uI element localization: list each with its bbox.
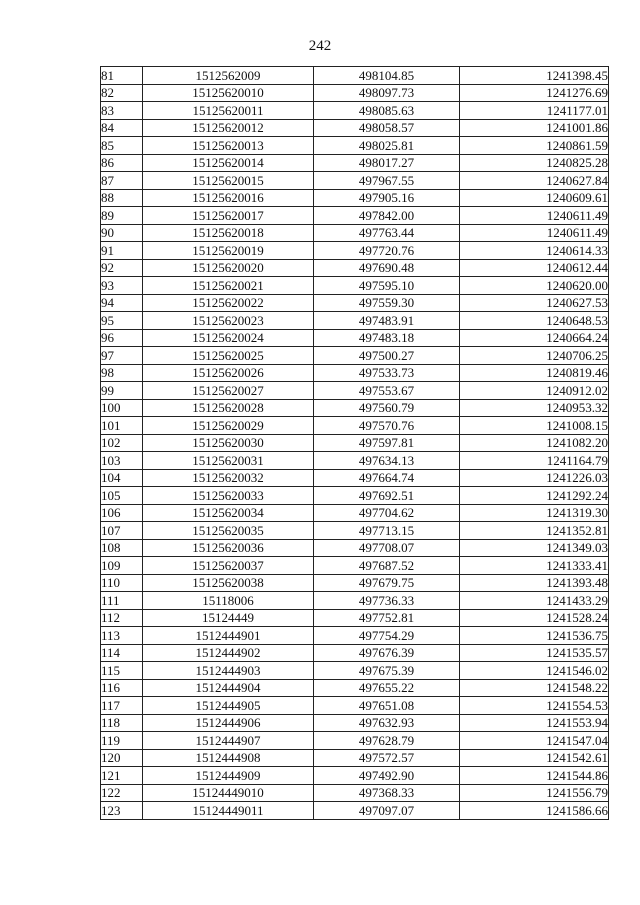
table-row: [101, 732, 609, 750]
row-number-cell: 111: [101, 592, 143, 610]
y-coordinate-cell: 1240627.53: [460, 294, 609, 312]
row-number-cell: 96: [101, 329, 143, 347]
row-number-cell: 89: [101, 207, 143, 225]
y-coordinate-cell: 1241352.81: [460, 522, 609, 540]
y-coordinate-cell: 1241276.69: [460, 84, 609, 102]
table-row: [101, 767, 609, 785]
row-number-cell: 105: [101, 487, 143, 505]
y-coordinate-cell: 1240912.02: [460, 382, 609, 400]
table-row: [101, 784, 609, 802]
y-coordinate-cell: 1241547.04: [460, 732, 609, 750]
point-id-cell: 15125620012: [143, 119, 314, 137]
x-coordinate-cell: 497368.33: [314, 784, 460, 802]
row-number-cell: 115: [101, 662, 143, 680]
row-number-cell: 108: [101, 539, 143, 557]
table-row: [101, 207, 609, 225]
y-coordinate-cell: 1241548.22: [460, 679, 609, 697]
point-id-cell: 15125620037: [143, 557, 314, 575]
point-id-cell: 1512444902: [143, 644, 314, 662]
point-id-cell: 15125620038: [143, 574, 314, 592]
x-coordinate-cell: 497559.30: [314, 294, 460, 312]
y-coordinate-cell: 1241164.79: [460, 452, 609, 470]
x-coordinate-cell: 497754.29: [314, 627, 460, 645]
point-id-cell: 15118006: [143, 592, 314, 610]
y-coordinate-cell: 1241292.24: [460, 487, 609, 505]
row-number-cell: 87: [101, 172, 143, 190]
row-number-cell: 86: [101, 154, 143, 172]
table-row: [101, 469, 609, 487]
row-number-cell: 119: [101, 732, 143, 750]
y-coordinate-cell: 1241349.03: [460, 539, 609, 557]
x-coordinate-cell: 497651.08: [314, 697, 460, 715]
y-coordinate-cell: 1240953.32: [460, 399, 609, 417]
row-number-cell: 97: [101, 347, 143, 365]
y-coordinate-cell: 1241544.86: [460, 767, 609, 785]
x-coordinate-cell: 497664.74: [314, 469, 460, 487]
table-row: [101, 609, 609, 627]
y-coordinate-cell: 1241433.29: [460, 592, 609, 610]
row-number-cell: 98: [101, 364, 143, 382]
y-coordinate-cell: 1241333.41: [460, 557, 609, 575]
table-row: [101, 574, 609, 592]
row-number-cell: 81: [101, 67, 143, 85]
table-row: [101, 84, 609, 102]
x-coordinate-cell: 497905.16: [314, 189, 460, 207]
row-number-cell: 91: [101, 242, 143, 260]
y-coordinate-cell: 1240819.46: [460, 364, 609, 382]
point-id-cell: 1512444903: [143, 662, 314, 680]
point-id-cell: 15125620029: [143, 417, 314, 435]
row-number-cell: 90: [101, 224, 143, 242]
table-row: [101, 119, 609, 137]
y-coordinate-cell: 1241554.53: [460, 697, 609, 715]
y-coordinate-cell: 1241398.45: [460, 67, 609, 85]
x-coordinate-cell: 497692.51: [314, 487, 460, 505]
point-id-cell: 15125620034: [143, 504, 314, 522]
x-coordinate-cell: 498085.63: [314, 102, 460, 120]
row-number-cell: 107: [101, 522, 143, 540]
table-row: [101, 277, 609, 295]
row-number-cell: 95: [101, 312, 143, 330]
row-number-cell: 114: [101, 644, 143, 662]
x-coordinate-cell: 497675.39: [314, 662, 460, 680]
table-row: [101, 504, 609, 522]
y-coordinate-cell: 1241535.57: [460, 644, 609, 662]
y-coordinate-cell: 1241542.61: [460, 749, 609, 767]
point-id-cell: 15125620017: [143, 207, 314, 225]
y-coordinate-cell: 1241556.79: [460, 784, 609, 802]
x-coordinate-cell: 497634.13: [314, 452, 460, 470]
point-id-cell: 15125620031: [143, 452, 314, 470]
row-number-cell: 83: [101, 102, 143, 120]
y-coordinate-cell: 1241553.94: [460, 714, 609, 732]
row-number-cell: 100: [101, 399, 143, 417]
y-coordinate-cell: 1240627.84: [460, 172, 609, 190]
table-row: [101, 417, 609, 435]
table-row: [101, 312, 609, 330]
table-row: [101, 224, 609, 242]
x-coordinate-cell: 497632.93: [314, 714, 460, 732]
point-id-cell: 15125620014: [143, 154, 314, 172]
row-number-cell: 84: [101, 119, 143, 137]
y-coordinate-cell: 1240612.44: [460, 259, 609, 277]
point-id-cell: 15125620011: [143, 102, 314, 120]
x-coordinate-cell: 498104.85: [314, 67, 460, 85]
point-id-cell: 15125620021: [143, 277, 314, 295]
y-coordinate-cell: 1241177.01: [460, 102, 609, 120]
table-row: [101, 399, 609, 417]
y-coordinate-cell: 1241393.48: [460, 574, 609, 592]
x-coordinate-cell: 497597.81: [314, 434, 460, 452]
x-coordinate-cell: 497763.44: [314, 224, 460, 242]
table-row: [101, 347, 609, 365]
x-coordinate-cell: 497708.07: [314, 539, 460, 557]
x-coordinate-cell: 498097.73: [314, 84, 460, 102]
x-coordinate-cell: 497628.79: [314, 732, 460, 750]
point-id-cell: 15125620030: [143, 434, 314, 452]
row-number-cell: 103: [101, 452, 143, 470]
y-coordinate-cell: 1241586.66: [460, 802, 609, 820]
row-number-cell: 104: [101, 469, 143, 487]
y-coordinate-cell: 1240706.25: [460, 347, 609, 365]
point-id-cell: 15125620032: [143, 469, 314, 487]
y-coordinate-cell: 1241536.75: [460, 627, 609, 645]
x-coordinate-cell: 497097.07: [314, 802, 460, 820]
point-id-cell: 15125620013: [143, 137, 314, 155]
point-id-cell: 15125620025: [143, 347, 314, 365]
x-coordinate-cell: 497679.75: [314, 574, 460, 592]
table-row: [101, 452, 609, 470]
y-coordinate-cell: 1240620.00: [460, 277, 609, 295]
page-number: 242: [308, 38, 332, 54]
table-row: [101, 487, 609, 505]
row-number-cell: 121: [101, 767, 143, 785]
row-number-cell: 109: [101, 557, 143, 575]
point-id-cell: 15125620015: [143, 172, 314, 190]
y-coordinate-cell: 1240611.49: [460, 207, 609, 225]
x-coordinate-cell: 498017.27: [314, 154, 460, 172]
table-row: [101, 259, 609, 277]
table-row: [101, 382, 609, 400]
x-coordinate-cell: 497655.22: [314, 679, 460, 697]
y-coordinate-cell: 1241226.03: [460, 469, 609, 487]
point-id-cell: 15125620020: [143, 259, 314, 277]
row-number-cell: 101: [101, 417, 143, 435]
row-number-cell: 82: [101, 84, 143, 102]
table-row: [101, 329, 609, 347]
x-coordinate-cell: 497570.76: [314, 417, 460, 435]
table-row: [101, 714, 609, 732]
x-coordinate-cell: 497752.81: [314, 609, 460, 627]
table-row: [101, 802, 609, 820]
table-row: [101, 242, 609, 260]
table-row: [101, 434, 609, 452]
row-number-cell: 123: [101, 802, 143, 820]
y-coordinate-cell: 1241528.24: [460, 609, 609, 627]
point-id-cell: 15125620035: [143, 522, 314, 540]
y-coordinate-cell: 1240664.24: [460, 329, 609, 347]
x-coordinate-cell: 497690.48: [314, 259, 460, 277]
row-number-cell: 85: [101, 137, 143, 155]
table-row: [101, 644, 609, 662]
row-number-cell: 122: [101, 784, 143, 802]
row-number-cell: 112: [101, 609, 143, 627]
row-number-cell: 88: [101, 189, 143, 207]
x-coordinate-cell: 497533.73: [314, 364, 460, 382]
y-coordinate-cell: 1240825.28: [460, 154, 609, 172]
point-id-cell: 15125620023: [143, 312, 314, 330]
y-coordinate-cell: 1241546.02: [460, 662, 609, 680]
point-id-cell: 15125620019: [143, 242, 314, 260]
point-id-cell: 1512444905: [143, 697, 314, 715]
point-id-cell: 15125620024: [143, 329, 314, 347]
x-coordinate-cell: 497967.55: [314, 172, 460, 190]
point-id-cell: 1512444901: [143, 627, 314, 645]
row-number-cell: 92: [101, 259, 143, 277]
row-number-cell: 117: [101, 697, 143, 715]
table-row: [101, 749, 609, 767]
y-coordinate-cell: 1241319.30: [460, 504, 609, 522]
x-coordinate-cell: 497500.27: [314, 347, 460, 365]
table-row: [101, 522, 609, 540]
point-id-cell: 1512444909: [143, 767, 314, 785]
x-coordinate-cell: 497553.67: [314, 382, 460, 400]
y-coordinate-cell: 1240648.53: [460, 312, 609, 330]
point-id-cell: 15125620026: [143, 364, 314, 382]
point-id-cell: 15124449010: [143, 784, 314, 802]
point-id-cell: 1512444904: [143, 679, 314, 697]
table-row: [101, 137, 609, 155]
x-coordinate-cell: 497572.57: [314, 749, 460, 767]
point-id-cell: 15125620010: [143, 84, 314, 102]
row-number-cell: 116: [101, 679, 143, 697]
y-coordinate-cell: 1241008.15: [460, 417, 609, 435]
x-coordinate-cell: 497704.62: [314, 504, 460, 522]
x-coordinate-cell: 497676.39: [314, 644, 460, 662]
point-id-cell: 15125620018: [143, 224, 314, 242]
x-coordinate-cell: 497736.33: [314, 592, 460, 610]
y-coordinate-cell: 1241001.86: [460, 119, 609, 137]
table-row: [101, 557, 609, 575]
point-id-cell: 15125620028: [143, 399, 314, 417]
y-coordinate-cell: 1241082.20: [460, 434, 609, 452]
x-coordinate-cell: 497713.15: [314, 522, 460, 540]
point-id-cell: 1512444906: [143, 714, 314, 732]
table-row: [101, 539, 609, 557]
x-coordinate-cell: 497483.18: [314, 329, 460, 347]
row-number-cell: 99: [101, 382, 143, 400]
row-number-cell: 102: [101, 434, 143, 452]
point-id-cell: 15125620033: [143, 487, 314, 505]
table-row: [101, 67, 609, 85]
x-coordinate-cell: 497842.00: [314, 207, 460, 225]
x-coordinate-cell: 498058.57: [314, 119, 460, 137]
row-number-cell: 118: [101, 714, 143, 732]
row-number-cell: 106: [101, 504, 143, 522]
x-coordinate-cell: 498025.81: [314, 137, 460, 155]
table-row: [101, 662, 609, 680]
x-coordinate-cell: 497483.91: [314, 312, 460, 330]
table-row: [101, 364, 609, 382]
x-coordinate-cell: 497595.10: [314, 277, 460, 295]
table-row: [101, 592, 609, 610]
table-row: [101, 697, 609, 715]
table-row: [101, 189, 609, 207]
table-row: [101, 102, 609, 120]
row-number-cell: 113: [101, 627, 143, 645]
x-coordinate-cell: 497492.90: [314, 767, 460, 785]
y-coordinate-cell: 1240614.33: [460, 242, 609, 260]
table-row: [101, 154, 609, 172]
point-id-cell: 15125620027: [143, 382, 314, 400]
x-coordinate-cell: 497560.79: [314, 399, 460, 417]
y-coordinate-cell: 1240609.61: [460, 189, 609, 207]
point-id-cell: 1512444907: [143, 732, 314, 750]
table-row: [101, 294, 609, 312]
y-coordinate-cell: 1240611.49: [460, 224, 609, 242]
point-id-cell: 15125620016: [143, 189, 314, 207]
coordinates-table-body: [101, 67, 609, 820]
point-id-cell: 15125620022: [143, 294, 314, 312]
row-number-cell: 120: [101, 749, 143, 767]
table-row: [101, 679, 609, 697]
point-id-cell: 1512562009: [143, 67, 314, 85]
coordinates-table: [100, 66, 609, 820]
table-row: [101, 627, 609, 645]
x-coordinate-cell: 497687.52: [314, 557, 460, 575]
x-coordinate-cell: 497720.76: [314, 242, 460, 260]
row-number-cell: 93: [101, 277, 143, 295]
point-id-cell: 15124449: [143, 609, 314, 627]
row-number-cell: 94: [101, 294, 143, 312]
point-id-cell: 1512444908: [143, 749, 314, 767]
point-id-cell: 15124449011: [143, 802, 314, 820]
point-id-cell: 15125620036: [143, 539, 314, 557]
row-number-cell: 110: [101, 574, 143, 592]
table-row: [101, 172, 609, 190]
y-coordinate-cell: 1240861.59: [460, 137, 609, 155]
